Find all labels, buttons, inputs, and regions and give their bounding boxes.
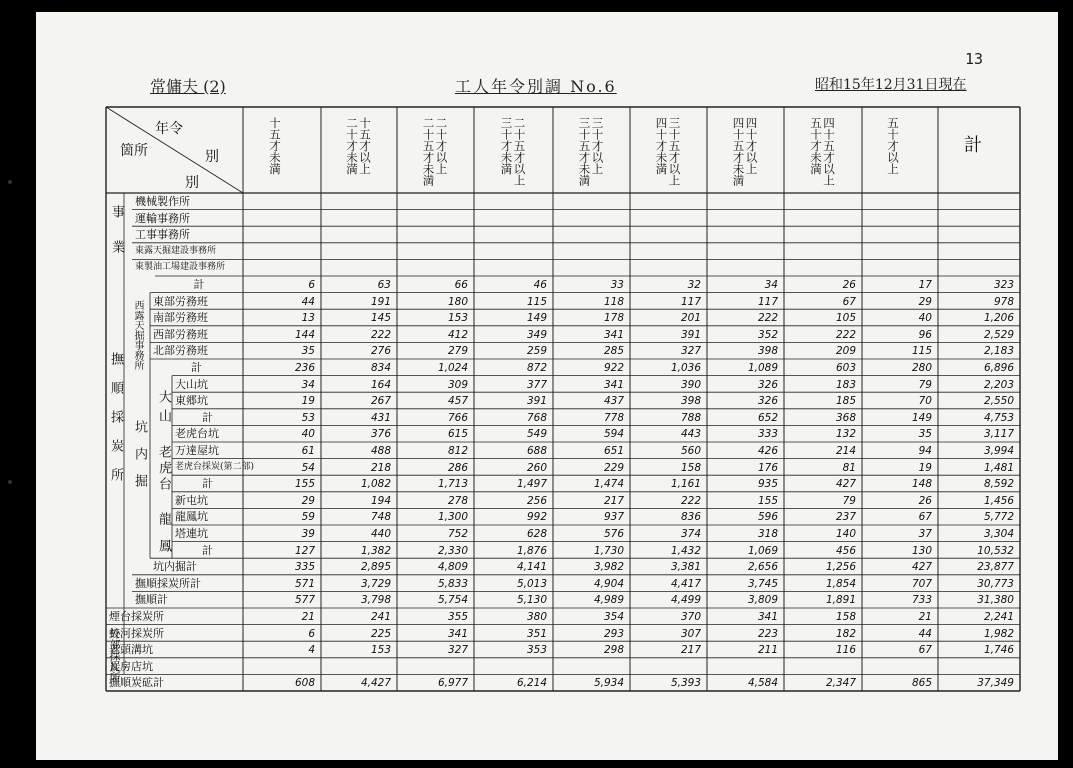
table-cell: 260 xyxy=(526,461,547,474)
table-cell: 31,380 xyxy=(977,594,1014,607)
table-cell: 209 xyxy=(835,345,856,358)
table-cell: 276 xyxy=(370,345,391,358)
table-cell: 153 xyxy=(370,644,391,657)
table-cell: 33 xyxy=(610,279,624,291)
table-cell: 115 xyxy=(911,345,932,358)
table-cell: 1,713 xyxy=(437,478,468,491)
column-header: 三十五才以上 四十才未満 xyxy=(654,117,682,186)
group-oyama: 大山 xyxy=(156,390,171,428)
table-cell: 1,456 xyxy=(983,494,1014,507)
table-cell: 688 xyxy=(526,445,547,457)
table-cell: 766 xyxy=(447,411,468,424)
table-cell: 440 xyxy=(370,528,391,540)
table-cell: 140 xyxy=(835,528,856,540)
row-label: 蛟河採炭所 xyxy=(109,626,164,640)
table-cell: 608 xyxy=(294,677,315,690)
table-cell: 1,854 xyxy=(825,577,856,590)
table-cell: 307 xyxy=(680,627,701,640)
table-cell: 326 xyxy=(757,378,778,391)
table-cell: 368 xyxy=(835,411,856,424)
table-cell: 4,989 xyxy=(593,594,624,607)
table-cell: 391 xyxy=(680,328,701,341)
table-cell: 34 xyxy=(301,378,315,391)
table-cell: 4,904 xyxy=(593,577,624,590)
table-cell: 26 xyxy=(842,279,856,291)
table-cell: 13 xyxy=(301,312,315,325)
table-cell: 651 xyxy=(603,445,624,457)
table-cell: 158 xyxy=(680,461,701,474)
table-cell: 376 xyxy=(370,428,391,441)
table-cell: 5,013 xyxy=(516,577,547,590)
table-cell: 144 xyxy=(294,328,315,341)
table-cell: 280 xyxy=(911,362,932,374)
table-cell: 217 xyxy=(680,644,701,657)
row-label: 東製油工場建設事務所 xyxy=(135,262,226,273)
table-cell: 117 xyxy=(680,295,701,308)
row-label: 東露天掘建設事務所 xyxy=(135,245,217,256)
table-cell: 1,432 xyxy=(670,544,701,557)
table-cell: 1,382 xyxy=(360,544,391,557)
table-cell: 81 xyxy=(842,461,856,474)
table-cell: 1,082 xyxy=(360,478,391,491)
table-cell: 992 xyxy=(526,511,547,524)
table-cell: 6,896 xyxy=(983,362,1014,374)
table-cell: 427 xyxy=(835,478,856,491)
table-cell: 298 xyxy=(603,644,624,657)
table-cell: 155 xyxy=(757,494,778,507)
table-cell: 30,773 xyxy=(977,577,1014,590)
table-cell: 211 xyxy=(757,644,778,657)
table-cell: 118 xyxy=(603,295,624,308)
table-cell: 67 xyxy=(842,295,856,308)
table-cell: 4 xyxy=(308,644,315,657)
table-cell: 8,592 xyxy=(983,478,1014,491)
table-cell: 6,214 xyxy=(516,677,547,690)
table-cell: 426 xyxy=(757,445,778,457)
table-cell: 431 xyxy=(370,411,391,424)
column-header: 四十才以上 四十五才未満 xyxy=(731,117,759,186)
table-cell: 201 xyxy=(680,312,701,325)
table-cell: 53 xyxy=(301,411,315,424)
row-label: 東郷坑 xyxy=(175,394,208,408)
corner-label-place: 箇所 xyxy=(120,143,148,159)
table-cell: 10,532 xyxy=(977,544,1014,557)
table-cell: 4,417 xyxy=(670,577,701,590)
table-cell: 318 xyxy=(757,528,778,540)
table-cell: 1,481 xyxy=(983,461,1014,474)
table-cell: 865 xyxy=(911,677,932,690)
group-ryufu: 龍鳳 xyxy=(156,512,171,566)
group-rouko: 老虎台 xyxy=(156,445,171,493)
table-cell: 834 xyxy=(370,362,391,374)
table-cell: 180 xyxy=(447,295,468,308)
table-cell: 39 xyxy=(301,528,315,540)
table-cell: 96 xyxy=(918,328,932,341)
table-cell: 40 xyxy=(301,428,315,441)
table-cell: 333 xyxy=(757,428,778,441)
table-cell: 326 xyxy=(757,395,778,408)
column-header: 計 xyxy=(961,135,982,153)
table-cell: 5,934 xyxy=(593,677,624,690)
table-cell: 1,982 xyxy=(983,627,1014,640)
row-label: 機械製作所 xyxy=(135,195,190,208)
table-cell: 1,069 xyxy=(747,544,778,557)
table-cell: 707 xyxy=(911,577,932,590)
row-label: 計 xyxy=(191,361,202,374)
table-cell: 1,089 xyxy=(747,362,778,374)
table-cell: 4,584 xyxy=(747,677,778,690)
table-cell: 571 xyxy=(294,577,315,590)
table-cell: 327 xyxy=(447,644,468,657)
table-cell: 1,256 xyxy=(825,561,856,574)
table-cell: 603 xyxy=(835,362,856,374)
table-cell: 788 xyxy=(680,411,701,424)
table-cell: 34 xyxy=(764,279,778,291)
table-cell: 390 xyxy=(680,378,701,391)
table-cell: 17 xyxy=(918,279,932,291)
table-cell: 2,550 xyxy=(983,395,1014,408)
table-cell: 35 xyxy=(301,345,315,358)
table-cell: 341 xyxy=(603,378,624,391)
table-cell: 26 xyxy=(918,494,932,507)
table-cell: 549 xyxy=(526,428,547,441)
table-cell: 3,381 xyxy=(670,561,701,574)
table-cell: 488 xyxy=(370,445,391,457)
table-cell: 19 xyxy=(918,461,932,474)
table-cell: 380 xyxy=(526,611,547,623)
row-label: 坑内掘計 xyxy=(153,560,197,574)
table-cell: 576 xyxy=(603,528,624,540)
table-cell: 978 xyxy=(993,295,1014,308)
table-cell: 5,754 xyxy=(437,594,468,607)
table-cell: 652 xyxy=(757,411,778,424)
table-cell: 218 xyxy=(370,461,391,474)
table-cell: 341 xyxy=(757,611,778,623)
table-cell: 44 xyxy=(301,295,315,308)
table-cell: 615 xyxy=(447,428,468,441)
table-cell: 6 xyxy=(308,627,315,640)
table-cell: 35 xyxy=(918,428,932,441)
table-cell: 256 xyxy=(526,494,547,507)
column-header: 十五才未満 xyxy=(268,117,282,175)
table-cell: 355 xyxy=(447,611,468,623)
table-cell: 768 xyxy=(526,411,547,424)
row-label: 万達屋坑 xyxy=(175,444,219,457)
row-label: 工事事務所 xyxy=(135,228,190,242)
table-cell: 237 xyxy=(835,511,856,524)
row-label: 西部労務班 xyxy=(153,327,208,341)
group-jigyo: 事業 xyxy=(109,205,124,275)
table-cell: 229 xyxy=(603,461,624,474)
table-cell: 351 xyxy=(526,627,547,640)
table-cell: 153 xyxy=(447,312,468,325)
table-cell: 148 xyxy=(911,478,932,491)
table-cell: 66 xyxy=(454,279,468,291)
table-cell: 191 xyxy=(370,295,391,308)
row-label: 塔連坑 xyxy=(175,527,208,540)
row-label: 南部労務班 xyxy=(153,311,208,325)
table-cell: 1,730 xyxy=(593,544,624,557)
table-cell: 628 xyxy=(526,528,547,540)
column-header: 二十五才以上 三十才未満 xyxy=(499,117,527,186)
row-label: 撫順採炭所計 xyxy=(135,576,201,590)
row-label: 大山坑 xyxy=(175,377,208,391)
table-cell: 733 xyxy=(911,594,932,607)
table-cell: 443 xyxy=(680,428,701,441)
table-cell: 341 xyxy=(447,627,468,640)
table-cell: 437 xyxy=(603,395,624,408)
table-cell: 412 xyxy=(447,328,468,341)
table-cell: 5,130 xyxy=(516,594,547,607)
table-cell: 29 xyxy=(301,494,315,507)
table-cell: 922 xyxy=(603,362,624,374)
table-cell: 1,746 xyxy=(983,644,1014,657)
table-cell: 872 xyxy=(526,362,547,374)
table-cell: 2,895 xyxy=(360,561,391,574)
table-cell: 46 xyxy=(533,279,547,291)
table-cell: 3,982 xyxy=(593,561,624,574)
table-cell: 3,798 xyxy=(360,594,391,607)
table-cell: 293 xyxy=(603,627,624,640)
table-cell: 937 xyxy=(603,511,624,524)
table-cell: 164 xyxy=(370,378,391,391)
table-cell: 1,161 xyxy=(670,478,701,491)
table-cell: 183 xyxy=(835,378,856,391)
table-cell: 5,393 xyxy=(670,677,701,690)
table-cell: 70 xyxy=(918,395,932,408)
corner-label-betsu: 別 xyxy=(205,149,219,165)
column-header: 二十才以上 二十五才未満 xyxy=(421,117,449,186)
table-cell: 5,772 xyxy=(983,511,1014,524)
table-cell: 6 xyxy=(308,279,315,291)
table-cell: 354 xyxy=(603,611,624,623)
row-label: 計 xyxy=(202,477,213,491)
table-cell: 222 xyxy=(757,312,778,325)
table-cell: 748 xyxy=(370,511,391,524)
table-cell: 40 xyxy=(918,312,932,325)
row-label: 東部労務班 xyxy=(153,294,208,308)
page-number: 13 xyxy=(965,50,984,68)
table-cell: 23,877 xyxy=(977,561,1014,574)
row-label: 計 xyxy=(202,543,213,557)
table-cell: 398 xyxy=(757,345,778,358)
table-cell: 130 xyxy=(911,544,932,557)
table-cell: 37 xyxy=(918,528,932,540)
table-cell: 37,349 xyxy=(977,677,1014,690)
table-cell: 327 xyxy=(680,345,701,358)
table-cell: 222 xyxy=(680,494,701,507)
table-cell: 3,994 xyxy=(983,445,1014,457)
table-cell: 3,729 xyxy=(360,577,391,590)
table-cell: 79 xyxy=(918,378,932,391)
row-label: 運輸事務所 xyxy=(135,211,190,225)
table-cell: 44 xyxy=(918,627,932,640)
table-cell: 225 xyxy=(370,627,391,640)
table-cell: 836 xyxy=(680,511,701,524)
row-label: 老虎台坑 xyxy=(175,427,219,441)
table-cell: 21 xyxy=(301,611,315,623)
table-cell: 145 xyxy=(370,312,391,325)
table-cell: 341 xyxy=(603,328,624,341)
table-cell: 374 xyxy=(680,528,701,540)
table-cell: 29 xyxy=(918,295,932,308)
column-header: 五十才以上 xyxy=(886,117,900,175)
table-cell: 309 xyxy=(447,378,468,391)
row-label: 煙台採炭所 xyxy=(109,610,164,623)
table-cell: 370 xyxy=(680,611,701,623)
group-gaibu: 外部採炭所 xyxy=(108,628,121,683)
table-cell: 236 xyxy=(294,362,315,374)
table-cell: 2,656 xyxy=(747,561,778,574)
table-cell: 214 xyxy=(835,445,856,457)
table-cell: 6,977 xyxy=(437,677,468,690)
table-cell: 1,206 xyxy=(983,312,1014,325)
table-cell: 4,427 xyxy=(360,677,391,690)
table-cell: 1,876 xyxy=(516,544,547,557)
table-cell: 259 xyxy=(526,345,547,358)
table-cell: 577 xyxy=(294,594,315,607)
row-label: 撫順計 xyxy=(135,593,168,607)
table-cell: 935 xyxy=(757,478,778,491)
table-cell: 105 xyxy=(835,312,856,325)
table-cell: 19 xyxy=(301,395,315,408)
table-cell: 222 xyxy=(370,328,391,341)
table-cell: 117 xyxy=(757,295,778,308)
table-cell: 391 xyxy=(526,395,547,408)
corner-label-age: 年令 xyxy=(155,121,183,137)
table-cell: 812 xyxy=(447,445,468,457)
table-cell: 149 xyxy=(526,312,547,325)
table-cell: 2,330 xyxy=(437,544,468,557)
header-date: 昭和15年12月31日現在 xyxy=(815,77,967,93)
table-cell: 1,891 xyxy=(825,594,856,607)
table-cell: 353 xyxy=(526,644,547,657)
row-label: 新屯坑 xyxy=(175,493,208,507)
table-cell: 3,745 xyxy=(747,577,778,590)
row-label: 北部労務班 xyxy=(153,344,208,358)
table-cell: 176 xyxy=(757,461,778,474)
table-cell: 241 xyxy=(370,611,391,623)
column-header: 十五才以上 二十才未満 xyxy=(345,117,372,175)
table-cell: 1,474 xyxy=(593,478,624,491)
table-cell: 4,809 xyxy=(437,561,468,574)
column-header: 四十五才以上 五十才未満 xyxy=(809,117,836,186)
table-cell: 182 xyxy=(835,627,856,640)
group-seikou-ops: 西露天掘事務所 xyxy=(132,300,143,370)
table-cell: 59 xyxy=(301,511,315,524)
table-cell: 352 xyxy=(757,328,778,341)
table-cell: 158 xyxy=(835,611,856,623)
table-cell: 32 xyxy=(687,279,701,291)
table-cell: 61 xyxy=(301,445,315,457)
header-category: 常傭夫 (2) xyxy=(150,77,226,96)
table-cell: 285 xyxy=(603,345,624,358)
table-cell: 2,183 xyxy=(983,345,1014,358)
table-cell: 178 xyxy=(603,312,624,325)
table-cell: 155 xyxy=(294,478,315,491)
table-cell: 594 xyxy=(603,428,624,441)
table-cell: 457 xyxy=(447,395,468,408)
table-cell: 3,304 xyxy=(983,528,1014,540)
table-cell: 2,241 xyxy=(983,611,1014,623)
row-label: 龍鳳坑 xyxy=(175,510,208,524)
table-cell: 323 xyxy=(993,279,1014,291)
table-cell: 217 xyxy=(603,494,624,507)
page-title: 工人年令別調 No.6 xyxy=(455,77,617,96)
table-cell: 2,529 xyxy=(983,328,1014,341)
table-cell: 335 xyxy=(294,561,315,574)
row-label: 計 xyxy=(202,410,213,424)
group-kounai: 坑内掘 xyxy=(132,420,147,501)
table-cell: 1,036 xyxy=(670,362,701,374)
table-cell: 185 xyxy=(835,395,856,408)
row-label: 瓦房店坑 xyxy=(109,659,153,673)
table-cell: 2,203 xyxy=(983,378,1014,391)
table-cell: 222 xyxy=(835,328,856,341)
table-cell: 54 xyxy=(301,461,315,474)
row-label: 老頭溝坑 xyxy=(109,643,153,657)
table-cell: 778 xyxy=(603,411,624,424)
table-cell: 3,809 xyxy=(747,594,778,607)
table-cell: 278 xyxy=(447,494,468,507)
row-label: 計 xyxy=(193,278,205,291)
row-label: 老虎台採炭(第二部) xyxy=(175,461,255,472)
table-cell: 596 xyxy=(757,511,778,524)
corner-label-betsu: 別 xyxy=(185,175,199,191)
table-cell: 115 xyxy=(526,295,547,308)
table-cell: 63 xyxy=(377,279,391,291)
group-bujun: 撫順採炭所 xyxy=(108,352,123,497)
table-cell: 116 xyxy=(835,644,856,657)
table-cell: 21 xyxy=(918,611,932,623)
table-cell: 79 xyxy=(842,494,856,507)
table-cell: 223 xyxy=(757,627,778,640)
table-cell: 349 xyxy=(526,328,547,341)
table-cell: 267 xyxy=(370,395,391,408)
row-label: 撫順炭砿計 xyxy=(109,676,164,690)
table-cell: 377 xyxy=(526,378,547,391)
table-cell: 1,497 xyxy=(516,478,547,491)
table-cell: 149 xyxy=(911,411,932,424)
table-cell: 560 xyxy=(680,445,701,457)
table-cell: 4,141 xyxy=(516,561,547,574)
table-cell: 194 xyxy=(370,494,391,507)
table-cell: 398 xyxy=(680,395,701,408)
table-cell: 4,499 xyxy=(670,594,701,607)
table-cell: 3,117 xyxy=(983,428,1014,441)
table-cell: 5,833 xyxy=(437,577,468,590)
table-cell: 286 xyxy=(447,461,468,474)
table-cell: 279 xyxy=(447,345,468,358)
table-cell: 127 xyxy=(294,544,315,557)
table-cell: 752 xyxy=(447,528,468,540)
table-cell: 456 xyxy=(835,544,856,557)
table-cell: 67 xyxy=(918,644,932,657)
table-cell: 67 xyxy=(918,511,932,524)
table-cell: 1,024 xyxy=(437,362,468,374)
column-header: 三十才以上 三十五才未満 xyxy=(577,117,605,186)
table-cell: 2,347 xyxy=(825,677,856,690)
table-cell: 94 xyxy=(918,445,932,457)
table-cell: 4,753 xyxy=(983,411,1014,424)
table-cell: 132 xyxy=(835,428,856,441)
table-cell: 1,300 xyxy=(437,511,468,524)
table-cell: 427 xyxy=(911,561,932,574)
